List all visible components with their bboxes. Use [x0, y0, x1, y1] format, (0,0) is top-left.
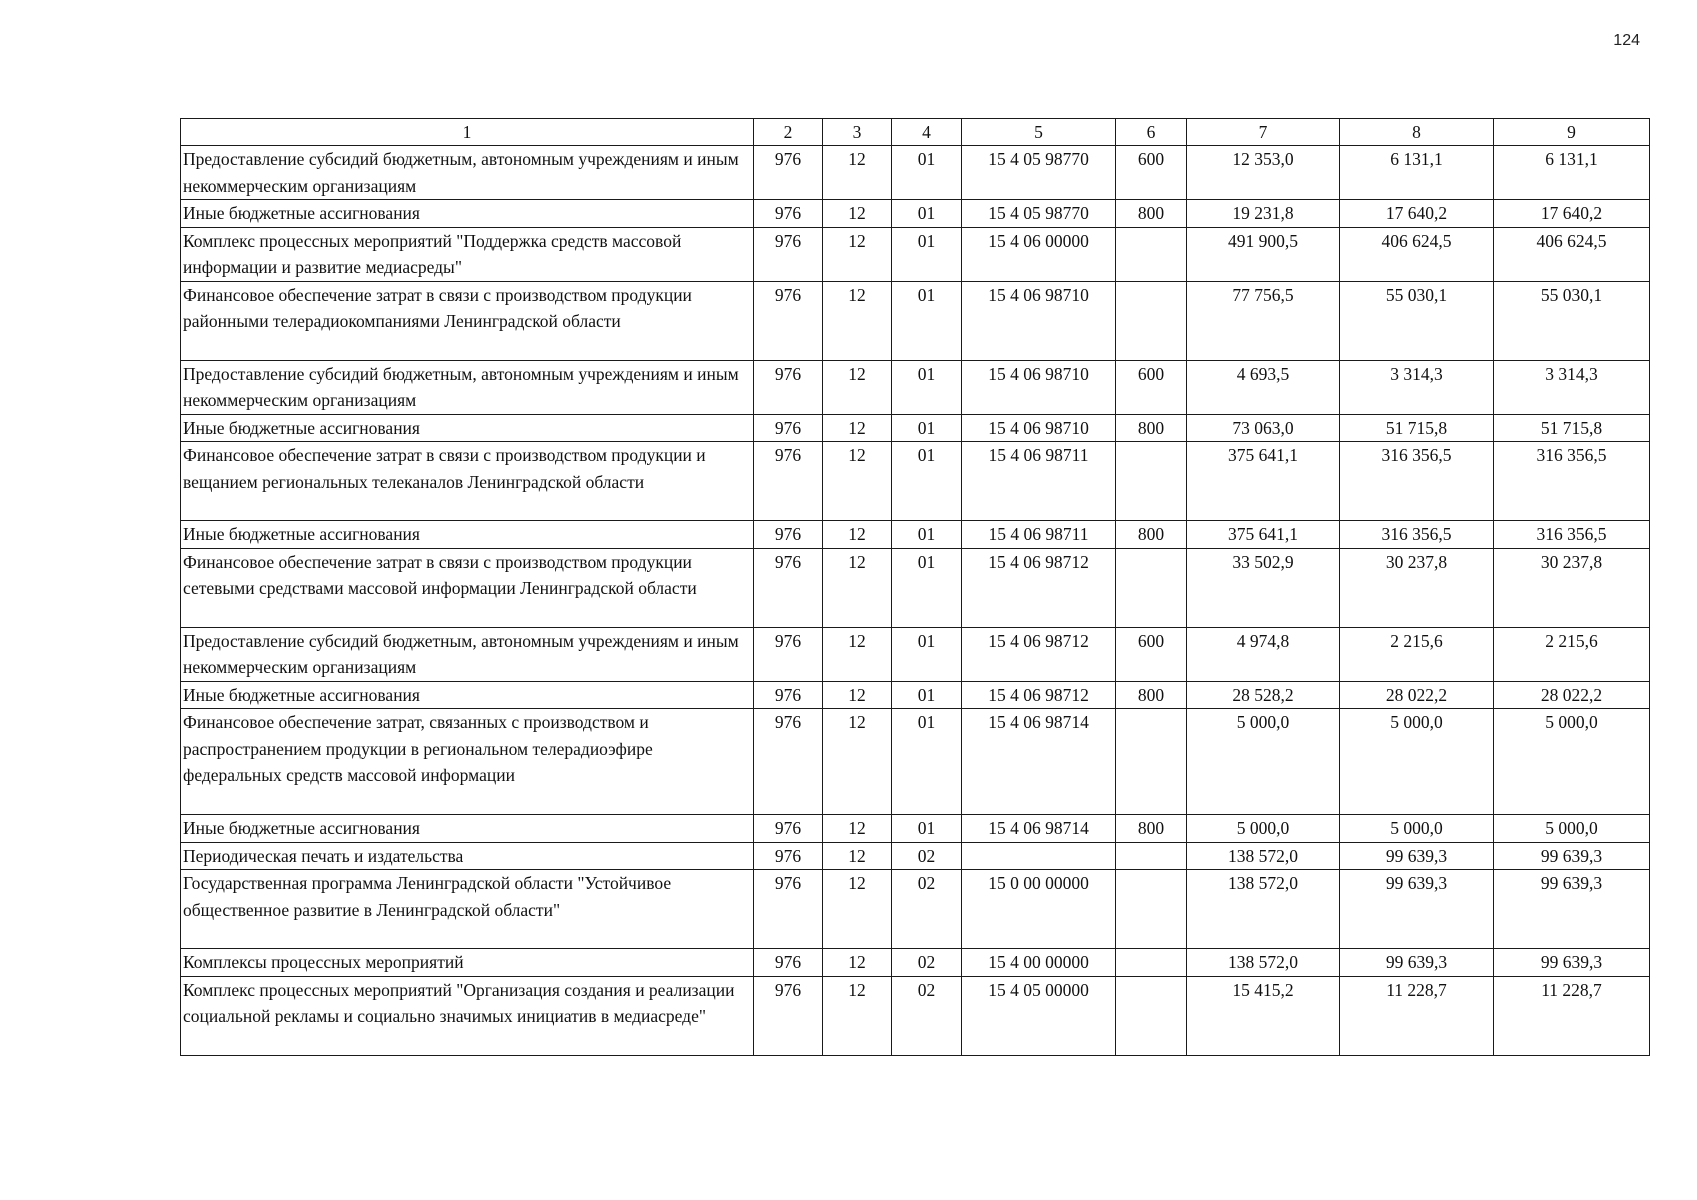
table-row [181, 815, 1650, 843]
table-row [181, 521, 1650, 549]
col-6-value: 600 [1116, 146, 1187, 200]
col-2-value: 976 [754, 200, 823, 228]
col-3-value: 12 [823, 200, 892, 228]
table-row [181, 949, 1650, 977]
col-9-value: 11 228,7 [1494, 976, 1650, 1055]
col-4-value: 02 [892, 949, 962, 977]
col-3-value: 12 [823, 521, 892, 549]
col-7-value: 15 415,2 [1187, 976, 1340, 1055]
col-7-value: 5 000,0 [1187, 709, 1340, 815]
header-cell: 5 [962, 119, 1116, 146]
table-row [181, 681, 1650, 709]
col-3-value: 12 [823, 360, 892, 414]
header-cell: 7 [1187, 119, 1340, 146]
col-9-value: 30 237,8 [1494, 548, 1650, 627]
header-row [181, 119, 1650, 146]
table-row [181, 281, 1650, 360]
row-name: Иные бюджетные ассигнования [181, 521, 754, 549]
row-name: Предоставление субсидий бюджетным, автономным учреждениям и иным некоммерческим организациям [181, 360, 754, 414]
col-9-value: 17 640,2 [1494, 200, 1650, 228]
table-body [181, 146, 1650, 1056]
col-2-value: 976 [754, 681, 823, 709]
col-4-value: 01 [892, 709, 962, 815]
col-3-value: 12 [823, 709, 892, 815]
header-cell: 3 [823, 119, 892, 146]
col-7-value: 491 900,5 [1187, 227, 1340, 281]
col-5-value: 15 4 06 98711 [962, 442, 1116, 521]
col-9-value: 5 000,0 [1494, 709, 1650, 815]
table-row [181, 227, 1650, 281]
col-6-value: 800 [1116, 521, 1187, 549]
col-9-value: 316 356,5 [1494, 442, 1650, 521]
col-5-value [962, 842, 1116, 870]
col-3-value: 12 [823, 281, 892, 360]
col-7-value: 138 572,0 [1187, 842, 1340, 870]
row-name: Комплекс процессных мероприятий "Организация создания и реализации социальной рекламы и социально значимых инициатив в медиасреде" [181, 976, 754, 1055]
col-7-value: 12 353,0 [1187, 146, 1340, 200]
col-8-value: 316 356,5 [1340, 521, 1494, 549]
col-8-value: 316 356,5 [1340, 442, 1494, 521]
col-4-value: 01 [892, 548, 962, 627]
table-row [181, 414, 1650, 442]
col-9-value: 406 624,5 [1494, 227, 1650, 281]
table-row [181, 548, 1650, 627]
page-number: 124 [1613, 32, 1640, 49]
row-name: Финансовое обеспечение затрат, связанных с производством и распространением продукции в региональном телерадиоэфире федеральных средств массовой информации [181, 709, 754, 815]
col-8-value: 30 237,8 [1340, 548, 1494, 627]
col-8-value: 5 000,0 [1340, 709, 1494, 815]
col-8-value: 99 639,3 [1340, 842, 1494, 870]
col-6-value [1116, 976, 1187, 1055]
col-2-value: 976 [754, 842, 823, 870]
header-cell: 2 [754, 119, 823, 146]
col-9-value: 3 314,3 [1494, 360, 1650, 414]
table-row [181, 842, 1650, 870]
col-8-value: 17 640,2 [1340, 200, 1494, 228]
col-8-value: 11 228,7 [1340, 976, 1494, 1055]
col-3-value: 12 [823, 976, 892, 1055]
col-4-value: 01 [892, 414, 962, 442]
col-3-value: 12 [823, 442, 892, 521]
col-2-value: 976 [754, 709, 823, 815]
col-8-value: 406 624,5 [1340, 227, 1494, 281]
row-name: Периодическая печать и издательства [181, 842, 754, 870]
col-7-value: 4 693,5 [1187, 360, 1340, 414]
col-2-value: 976 [754, 548, 823, 627]
col-3-value: 12 [823, 146, 892, 200]
table-row [181, 360, 1650, 414]
col-6-value [1116, 842, 1187, 870]
col-2-value: 976 [754, 414, 823, 442]
table-row [181, 976, 1650, 1055]
col-8-value: 28 022,2 [1340, 681, 1494, 709]
col-3-value: 12 [823, 815, 892, 843]
col-9-value: 5 000,0 [1494, 815, 1650, 843]
col-7-value: 375 641,1 [1187, 521, 1340, 549]
col-5-value: 15 4 06 98712 [962, 681, 1116, 709]
col-9-value: 99 639,3 [1494, 870, 1650, 949]
col-7-value: 73 063,0 [1187, 414, 1340, 442]
col-9-value: 6 131,1 [1494, 146, 1650, 200]
col-8-value: 3 314,3 [1340, 360, 1494, 414]
col-4-value: 01 [892, 442, 962, 521]
col-3-value: 12 [823, 627, 892, 681]
col-5-value: 15 4 05 00000 [962, 976, 1116, 1055]
col-5-value: 15 4 06 98710 [962, 281, 1116, 360]
row-name: Государственная программа Ленинградской области "Устойчивое общественное развитие в Ленинградской области" [181, 870, 754, 949]
col-3-value: 12 [823, 681, 892, 709]
table-row [181, 200, 1650, 228]
col-4-value: 01 [892, 281, 962, 360]
col-8-value: 99 639,3 [1340, 870, 1494, 949]
col-2-value: 976 [754, 360, 823, 414]
row-name: Финансовое обеспечение затрат в связи с производством продукции сетевыми средствами массовой информации Ленинградской области [181, 548, 754, 627]
col-8-value: 5 000,0 [1340, 815, 1494, 843]
col-4-value: 01 [892, 627, 962, 681]
col-9-value: 99 639,3 [1494, 842, 1650, 870]
row-name: Комплексы процессных мероприятий [181, 949, 754, 977]
col-6-value [1116, 949, 1187, 977]
col-2-value: 976 [754, 227, 823, 281]
col-5-value: 15 4 06 98710 [962, 360, 1116, 414]
col-5-value: 15 4 06 98710 [962, 414, 1116, 442]
header-cell: 6 [1116, 119, 1187, 146]
col-6-value: 800 [1116, 815, 1187, 843]
col-2-value: 976 [754, 281, 823, 360]
row-name: Иные бюджетные ассигнования [181, 681, 754, 709]
col-4-value: 01 [892, 521, 962, 549]
col-2-value: 976 [754, 627, 823, 681]
col-2-value: 976 [754, 146, 823, 200]
col-3-value: 12 [823, 842, 892, 870]
header-cell: 8 [1340, 119, 1494, 146]
col-6-value [1116, 442, 1187, 521]
col-4-value: 02 [892, 842, 962, 870]
table-row [181, 627, 1650, 681]
col-7-value: 19 231,8 [1187, 200, 1340, 228]
col-4-value: 02 [892, 976, 962, 1055]
col-7-value: 28 528,2 [1187, 681, 1340, 709]
col-3-value: 12 [823, 548, 892, 627]
col-6-value: 600 [1116, 360, 1187, 414]
col-8-value: 2 215,6 [1340, 627, 1494, 681]
col-5-value: 15 4 06 00000 [962, 227, 1116, 281]
col-9-value: 51 715,8 [1494, 414, 1650, 442]
col-4-value: 02 [892, 870, 962, 949]
row-name: Финансовое обеспечение затрат в связи с производством продукции районными телерадиокомпаниями Ленинградской области [181, 281, 754, 360]
col-2-value: 976 [754, 949, 823, 977]
col-7-value: 138 572,0 [1187, 949, 1340, 977]
col-2-value: 976 [754, 442, 823, 521]
col-4-value: 01 [892, 815, 962, 843]
col-5-value: 15 4 06 98711 [962, 521, 1116, 549]
col-6-value [1116, 281, 1187, 360]
table-row [181, 870, 1650, 949]
col-5-value: 15 4 06 98714 [962, 815, 1116, 843]
col-7-value: 5 000,0 [1187, 815, 1340, 843]
col-7-value: 375 641,1 [1187, 442, 1340, 521]
col-5-value: 15 4 06 98712 [962, 627, 1116, 681]
col-8-value: 55 030,1 [1340, 281, 1494, 360]
row-name: Финансовое обеспечение затрат в связи с производством продукции и вещанием региональных телеканалов Ленинградской области [181, 442, 754, 521]
col-5-value: 15 4 06 98714 [962, 709, 1116, 815]
header-cell: 1 [181, 119, 754, 146]
col-2-value: 976 [754, 815, 823, 843]
col-2-value: 976 [754, 521, 823, 549]
col-6-value [1116, 870, 1187, 949]
col-4-value: 01 [892, 200, 962, 228]
row-name: Предоставление субсидий бюджетным, автономным учреждениям и иным некоммерческим организациям [181, 627, 754, 681]
col-6-value: 800 [1116, 200, 1187, 228]
table-row [181, 442, 1650, 521]
table-row [181, 709, 1650, 815]
col-8-value: 99 639,3 [1340, 949, 1494, 977]
col-9-value: 55 030,1 [1494, 281, 1650, 360]
col-9-value: 99 639,3 [1494, 949, 1650, 977]
col-5-value: 15 4 05 98770 [962, 200, 1116, 228]
col-5-value: 15 4 06 98712 [962, 548, 1116, 627]
col-3-value: 12 [823, 870, 892, 949]
col-2-value: 976 [754, 976, 823, 1055]
col-6-value: 600 [1116, 627, 1187, 681]
col-9-value: 28 022,2 [1494, 681, 1650, 709]
col-4-value: 01 [892, 681, 962, 709]
col-7-value: 33 502,9 [1187, 548, 1340, 627]
row-name: Иные бюджетные ассигнования [181, 200, 754, 228]
col-7-value: 77 756,5 [1187, 281, 1340, 360]
col-6-value: 800 [1116, 414, 1187, 442]
col-5-value: 15 4 05 98770 [962, 146, 1116, 200]
col-3-value: 12 [823, 414, 892, 442]
col-8-value: 51 715,8 [1340, 414, 1494, 442]
row-name: Предоставление субсидий бюджетным, автономным учреждениям и иным некоммерческим организациям [181, 146, 754, 200]
col-5-value: 15 4 00 00000 [962, 949, 1116, 977]
header-cell: 9 [1494, 119, 1650, 146]
col-5-value: 15 0 00 00000 [962, 870, 1116, 949]
col-6-value: 800 [1116, 681, 1187, 709]
col-4-value: 01 [892, 360, 962, 414]
col-7-value: 138 572,0 [1187, 870, 1340, 949]
budget-table [180, 118, 1650, 1056]
col-6-value [1116, 227, 1187, 281]
col-6-value [1116, 709, 1187, 815]
row-name: Иные бюджетные ассигнования [181, 815, 754, 843]
col-3-value: 12 [823, 227, 892, 281]
col-4-value: 01 [892, 227, 962, 281]
col-6-value [1116, 548, 1187, 627]
row-name: Комплекс процессных мероприятий "Поддержка средств массовой информации и развитие медиасреды" [181, 227, 754, 281]
col-2-value: 976 [754, 870, 823, 949]
col-4-value: 01 [892, 146, 962, 200]
col-9-value: 316 356,5 [1494, 521, 1650, 549]
table-row [181, 146, 1650, 200]
col-3-value: 12 [823, 949, 892, 977]
col-7-value: 4 974,8 [1187, 627, 1340, 681]
col-9-value: 2 215,6 [1494, 627, 1650, 681]
header-cell: 4 [892, 119, 962, 146]
col-8-value: 6 131,1 [1340, 146, 1494, 200]
row-name: Иные бюджетные ассигнования [181, 414, 754, 442]
